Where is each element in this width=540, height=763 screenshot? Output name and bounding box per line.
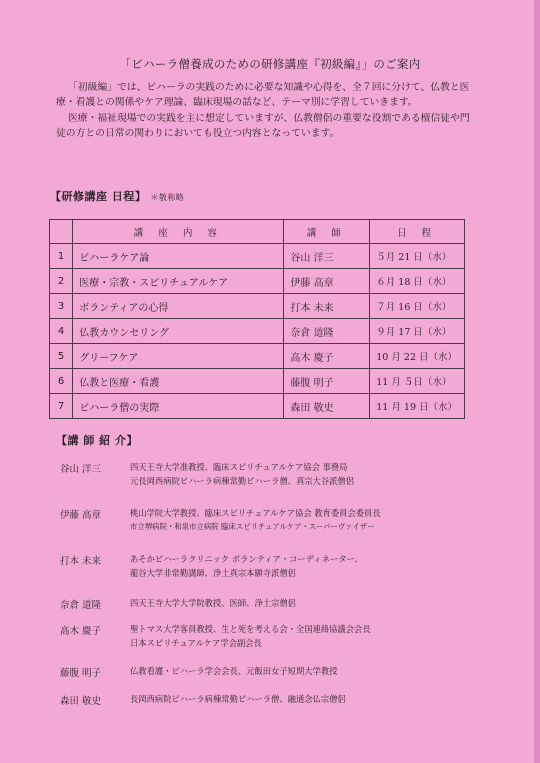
- session-title: ビハーラ僧の実際: [73, 394, 284, 419]
- lecturer-name: 藤腹 明子: [60, 668, 102, 679]
- session-date: 11 月 ５日（水）: [370, 369, 465, 394]
- header-course: 講 座 内 容: [73, 220, 284, 244]
- session-date: ９月 17 日（水）: [370, 319, 465, 344]
- session-lecturer: 森田 敬史: [284, 394, 370, 419]
- lecturer-bio-line2: 元長岡西病院ビハーラ病棟常勤ビハーラ僧、真宗大谷派僧侶: [130, 476, 355, 486]
- table-row: [50, 244, 465, 269]
- session-date: ６月 18 日（水）: [370, 269, 465, 294]
- table-row: [50, 394, 465, 419]
- table-row: [50, 294, 465, 319]
- table-row: [50, 269, 465, 294]
- lecturer-name: 奈倉 道隆: [60, 600, 102, 611]
- session-lecturer: 奈倉 道隆: [284, 319, 370, 344]
- session-lecturer: 谷山 洋三: [284, 244, 370, 269]
- session-title: 仏教と医療・看護: [73, 369, 284, 394]
- session-title: グリーフケア: [73, 344, 284, 369]
- session-title: 仏教カウンセリング: [73, 319, 284, 344]
- table-row: [50, 369, 465, 394]
- lecturer-name: 伊藤 高章: [60, 510, 102, 521]
- lecturer-bio-line1: 長岡西病院ビハーラ病棟常勤ビハーラ僧、融通念仏宗僧侶: [130, 694, 346, 704]
- lecturer-name: 高木 慶子: [60, 626, 102, 637]
- session-date: ５月 21 日（水）: [370, 244, 465, 269]
- session-date: 10 月 22 日（水）: [370, 344, 465, 369]
- session-number: 3: [50, 294, 73, 319]
- session-title: 医療・宗教・スピリチュアルケア: [73, 269, 284, 294]
- session-number: 6: [50, 369, 73, 394]
- lecturer-bio-line1: 四天王寺大学大学院教授、医師、浄土宗僧侶: [130, 598, 296, 608]
- session-lecturer: 伊藤 高章: [284, 269, 370, 294]
- lecturer-bio-line2: 龍谷大学非常勤講師、浄土真宗本願寺派僧侶: [130, 568, 296, 578]
- lecturer-name: 打本 未来: [60, 556, 102, 567]
- bio-heading: 【講 師 紹 介】: [56, 434, 138, 447]
- lecturer-bio-line1: 聖トマス大学客員教授、生と死を考える会・全国連絡協議会会長: [130, 624, 371, 634]
- table-header-row: [50, 220, 465, 244]
- session-number: 5: [50, 344, 73, 369]
- intro-paragraph-1: 「初級編」では、ビハーラの実践のために必要な知識や心得を、全７回に分けて、仏教と医療・看護との関係やケア理論、臨床現場の話など、テーマ別に学習していきます。: [56, 82, 470, 108]
- schedule-heading: [50, 188, 184, 204]
- intro-text: [56, 80, 476, 142]
- session-date: ７月 16 日（水）: [370, 294, 465, 319]
- header-lecturer: 講 師: [284, 220, 370, 244]
- table-row: [50, 319, 465, 344]
- session-number: 2: [50, 269, 73, 294]
- paper-edge: [534, 0, 540, 763]
- header-number-cell: [50, 220, 73, 244]
- session-lecturer: 高木 慶子: [284, 344, 370, 369]
- session-number: 1: [50, 244, 73, 269]
- session-date: 11 月 19 日（水）: [370, 394, 465, 419]
- session-title: ビハーラケア論: [73, 244, 284, 269]
- lecturer-bio-line2: 市立堺病院・和泉市立病院 臨床スピリチュアルケア・スーパーヴァイザー: [130, 522, 375, 531]
- session-title: ボランティアの心得: [73, 294, 284, 319]
- lecturer-bio-line1: 仏教看護・ビハーラ学会会長、元飯田女子短期大学教授: [130, 666, 338, 676]
- lecturer-bio-line2: 日本スピリチュアルケア学会副会長: [130, 638, 262, 648]
- lecturer-name: 森田 敬史: [60, 696, 102, 707]
- session-lecturer: 藤腹 明子: [284, 369, 370, 394]
- document-title: 「ビハーラ僧養成のための研修講座『初級編』」のご案内: [119, 57, 421, 71]
- lecturer-bio-line1: 四天王寺大学准教授、臨床スピリチュアルケア協会 事務局: [130, 462, 348, 472]
- session-number: 4: [50, 319, 73, 344]
- table-row: [50, 344, 465, 369]
- header-date: 日 程: [370, 220, 465, 244]
- session-number: 7: [50, 394, 73, 419]
- schedule-heading-label: 【研修講座 日程】: [50, 190, 147, 203]
- schedule-table: [49, 219, 465, 419]
- lecturer-bio-line1: あそかビハーラクリニック ボランティア・コーディネーター、: [130, 554, 363, 564]
- lecturer-bio-line1: 桃山学院大学教授、臨床スピリチュアルケア協会 教育委員会委員長: [130, 508, 381, 518]
- honorific-note: ＊敬称略: [150, 193, 185, 202]
- lecturer-name: 谷山 洋三: [60, 464, 102, 475]
- intro-paragraph-2: 医療・福祉現場での実践を主に想定していますが、仏教僧侶の重要な役割である檀信徒や門徒の方との日常の関わりにおいても役立つ内容となっています。: [56, 113, 470, 139]
- session-lecturer: 打本 未来: [284, 294, 370, 319]
